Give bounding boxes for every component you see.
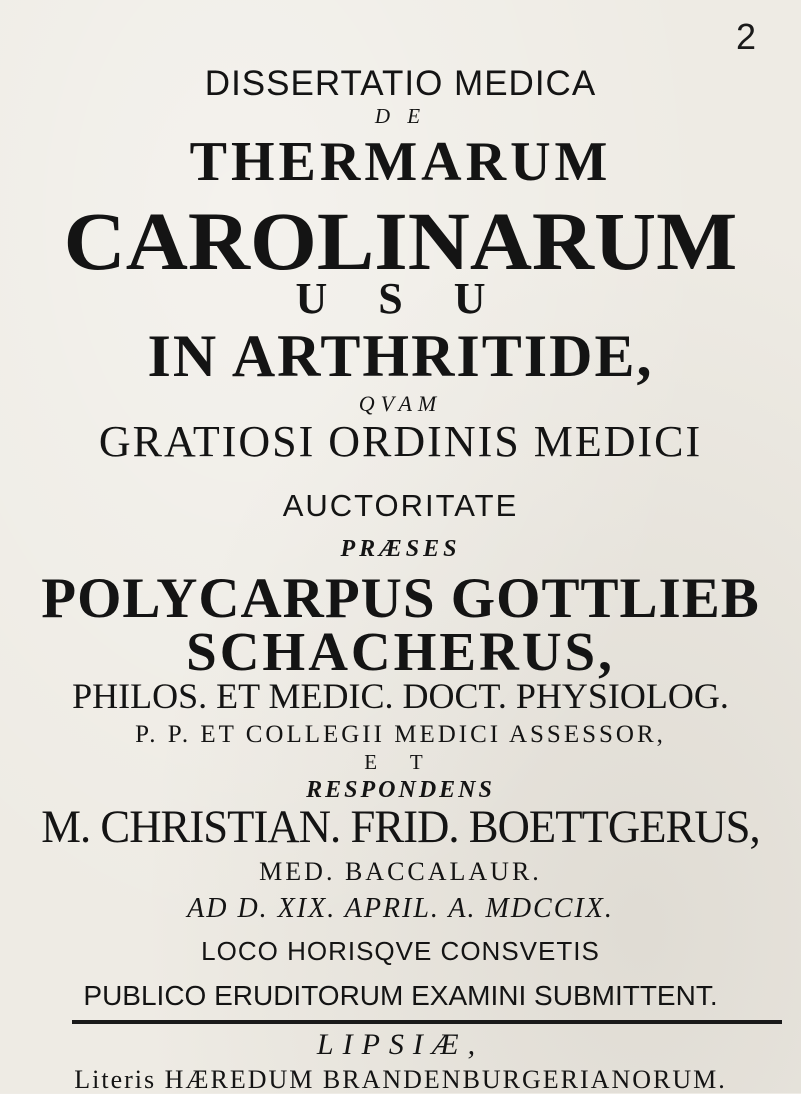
date-line: AD D. XIX. APRIL. A. MDCCIX. <box>187 893 614 924</box>
title-dissertatio-medica: DISSERTATIO MEDICA <box>204 64 597 103</box>
title-usu: U S U <box>295 274 506 323</box>
imprint-city: LIPSIÆ, <box>316 1028 485 1061</box>
title-qvam: QVAM <box>358 391 443 416</box>
title-de: D E <box>374 104 427 128</box>
praeses-name-first: POLYCARPUS GOTTLIEB <box>41 567 760 630</box>
faculty-line: GRATIOSI ORDINIS MEDICI <box>98 417 703 466</box>
et-line: E T <box>364 750 437 774</box>
respondent-degree: MED. BACCALAUR. <box>259 857 542 886</box>
auctoritate-line: AUCTORITATE <box>282 488 519 523</box>
respondent-name: M. CHRISTIAN. FRID. BOETTGERUS, <box>41 801 760 853</box>
praeses-name-last: SCHACHERUS, <box>186 621 615 682</box>
divider-rule <box>72 1020 782 1024</box>
submission-line: PUBLICO ERUDITORUM EXAMINI SUBMITTENT. <box>83 980 718 1011</box>
title-thermarum: THERMARUM <box>189 131 612 193</box>
place-line: LOCO HORISQVE CONSVETIS <box>201 936 600 966</box>
title-carolinarum: CAROLINARUM <box>63 194 738 288</box>
praeses-titles: PHILOS. ET MEDIC. DOCT. PHYSIOLOG. <box>72 676 729 716</box>
imprint-printer: Literis HÆREDUM BRANDENBURGERIANORUM. <box>74 1065 727 1094</box>
praeses-office: P. P. ET COLLEGII MEDICI ASSESSOR, <box>135 721 666 748</box>
respondens-label: RESPONDENS <box>306 777 495 803</box>
title-in-arthritide: IN ARTHRITIDE, <box>147 323 654 389</box>
page-number: 2 <box>736 16 757 57</box>
praeses-label: PRÆSES <box>340 536 461 562</box>
